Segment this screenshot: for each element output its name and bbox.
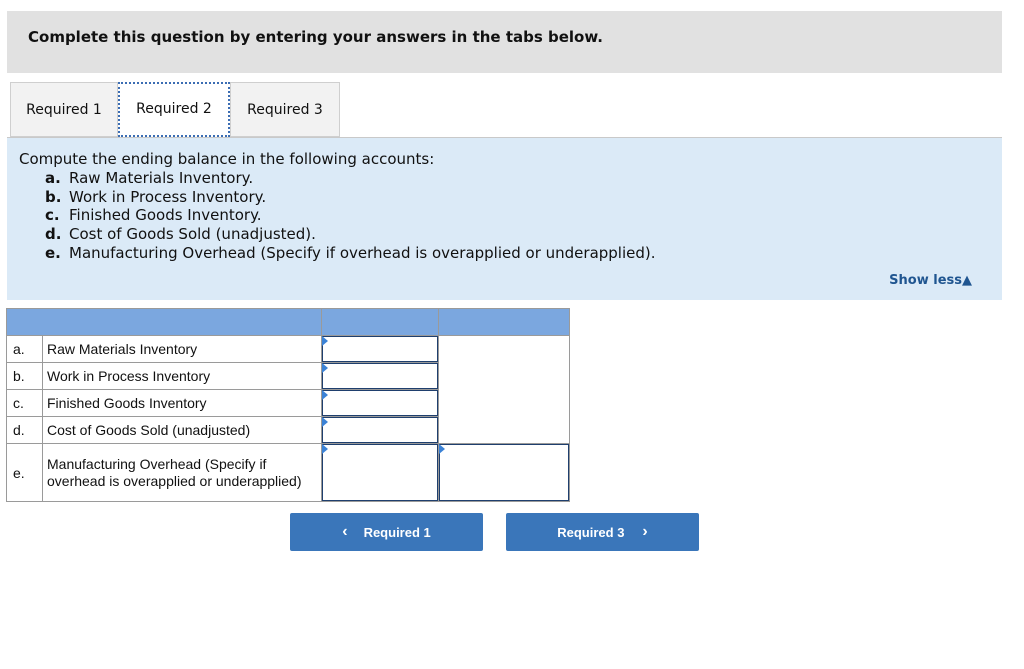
- instruction-item: [45, 244, 656, 263]
- tab-required-2[interactable]: Required 2: [118, 82, 230, 137]
- manufacturing-overhead-input[interactable]: [322, 444, 438, 501]
- amount-cell: [322, 336, 439, 363]
- answer-table-header: [7, 309, 570, 336]
- instructions-intro: Compute the ending balance in the following accounts:: [19, 150, 435, 168]
- work-in-process-input[interactable]: [322, 363, 438, 389]
- finished-goods-input[interactable]: [322, 390, 438, 416]
- row-label: Raw Materials Inventory: [43, 336, 322, 363]
- instructions-list: [45, 169, 656, 263]
- header-cell-amount: [322, 309, 439, 336]
- row-label: Work in Process Inventory: [43, 363, 322, 390]
- row-label: Finished Goods Inventory: [43, 390, 322, 417]
- input-marker-icon: [322, 390, 328, 400]
- instruction-item: [45, 188, 656, 207]
- amount-cell: [322, 390, 439, 417]
- triangle-up-icon: ▲: [962, 273, 972, 288]
- instruction-letter: a.: [45, 169, 61, 187]
- show-less-label: Show less: [889, 273, 962, 288]
- tab-required-1[interactable]: Required 1: [10, 82, 118, 137]
- instruction-item: [45, 225, 656, 244]
- overhead-status-select[interactable]: [439, 444, 569, 501]
- row-letter: e.: [7, 444, 43, 502]
- instruction-text: Finished Goods Inventory.: [69, 206, 262, 225]
- row-letter: d.: [7, 417, 43, 444]
- next-button-label: Required 3: [557, 524, 625, 540]
- tab-required-3[interactable]: Required 3: [230, 82, 340, 137]
- dropdown-marker-icon: [439, 444, 445, 454]
- instruction-letter: c.: [45, 206, 60, 225]
- chevron-left-icon: ‹: [342, 523, 348, 540]
- instructions-header: [7, 11, 1002, 73]
- instruction-text: Manufacturing Overhead (Specify if overhead is overapplied or underapplied).: [69, 243, 656, 262]
- instruction-text: Work in Process Inventory.: [69, 187, 267, 206]
- row-label: Cost of Goods Sold (unadjusted): [43, 417, 322, 444]
- next-required-3-button[interactable]: [506, 513, 699, 551]
- row-letter: c.: [7, 390, 43, 417]
- row-label: Manufacturing Overhead (Specify if overhead is overapplied or underapplied): [43, 444, 322, 502]
- input-marker-icon: [322, 363, 328, 373]
- instruction-letter: e.: [45, 243, 61, 262]
- header-cell-status: [439, 309, 570, 336]
- table-row: [7, 336, 570, 363]
- amount-cell: [322, 444, 439, 502]
- empty-cell: [439, 336, 570, 444]
- input-marker-icon: [322, 444, 328, 454]
- show-less-link[interactable]: [889, 273, 972, 288]
- instruction-text: Cost of Goods Sold (unadjusted).: [69, 225, 316, 244]
- instruction-text: Raw Materials Inventory.: [69, 169, 254, 187]
- input-marker-icon: [322, 336, 328, 346]
- header-title: Complete this question by entering your answers in the tabs below.: [28, 28, 603, 46]
- row-letter: a.: [7, 336, 43, 363]
- prev-required-1-button[interactable]: [290, 513, 483, 551]
- input-marker-icon: [322, 417, 328, 427]
- header-cell-account: [7, 309, 322, 336]
- instruction-item: [45, 206, 656, 225]
- status-cell: [439, 444, 570, 502]
- instruction-letter: b.: [45, 187, 62, 206]
- answer-table: [6, 308, 570, 502]
- prev-button-label: Required 1: [363, 524, 431, 540]
- table-row: [7, 444, 570, 502]
- raw-materials-input[interactable]: [322, 336, 438, 362]
- instruction-item: [45, 169, 656, 188]
- instructions-panel: [7, 138, 1002, 300]
- amount-cell: [322, 417, 439, 444]
- instruction-letter: d.: [45, 225, 62, 244]
- amount-cell: [322, 363, 439, 390]
- cost-of-goods-sold-input[interactable]: [322, 417, 438, 443]
- chevron-right-icon: ›: [642, 523, 648, 540]
- row-letter: b.: [7, 363, 43, 390]
